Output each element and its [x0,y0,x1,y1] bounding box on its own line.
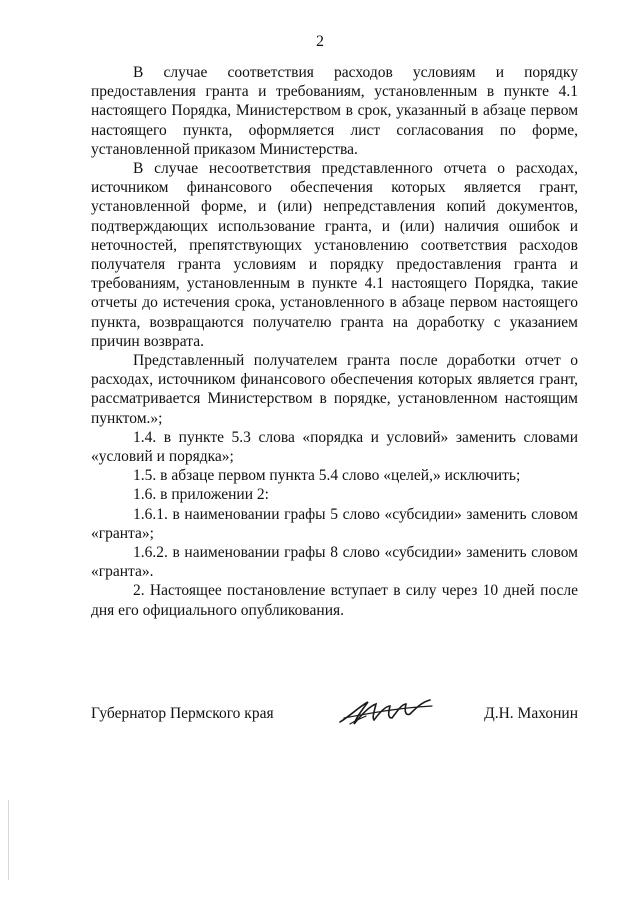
paragraph-3: Представленный получателем гранта после доработки отчет о расходах, источником финансового обеспечения которых является грант, рассматривается Министерством в порядке, установленном настоящим пунктом.»; [91,352,578,427]
paragraph-2: В случае несоответствия представленного отчета о расходах, источником финансового обеспечения которых является грант, установленной форме, и (или) непредставления копий документов, подтверждающих использование гранта, и (или) наличия ошибок и неточностей, препятствующих установлению соответствия расходов получателя гранта условиям и порядку предоставления гранта и требованиям, установленным в пункте 4.1 настоящего Порядка, такие отчеты до истечения срока, установленного в абзаце первом настоящего пункта, возвращаются получателю гранта на доработку с указанием причин возврата. [91,160,578,350]
paragraph-9: 2. Настоящее постановление вступает в силу через 10 дней после дня его официального опубликования. [91,582,578,619]
paragraph-4: 1.4. в пункте 5.3 слова «порядка и условий» заменить словами «условий и порядка»; [91,428,578,466]
paragraph-6: 1.6. в приложении 2: [133,486,269,504]
signature-block [91,698,578,738]
signer-title: Губернатор Пермского края [91,705,274,722]
paragraph-1: В случае соответствия расходов условиям и порядку предоставления гранта и требованиям, установленным в пункте 4.1 настоящего Порядка, Министерством в срок, указанный в абзаце первом настоящего пункта, оформляется лист согласования по форме, установленной приказом Министерства. [91,64,578,158]
paragraph-7: 1.6.1. в наименовании графы 5 слово «субсидии» заменить словом «гранта»; [91,505,578,542]
document-body [91,63,578,620]
page-number: 2 [316,33,324,50]
scan-margin-line [8,800,9,880]
paragraph-8: 1.6.2. в наименовании графы 8 слово «субсидии» заменить словом «гранта». [91,544,578,581]
handwritten-signature [336,694,436,730]
signer-name: Д.Н. Махонин [484,705,578,722]
paragraph-5: 1.5. в абзаце первом пункта 5.4 слово «целей,» исключить; [133,467,521,485]
